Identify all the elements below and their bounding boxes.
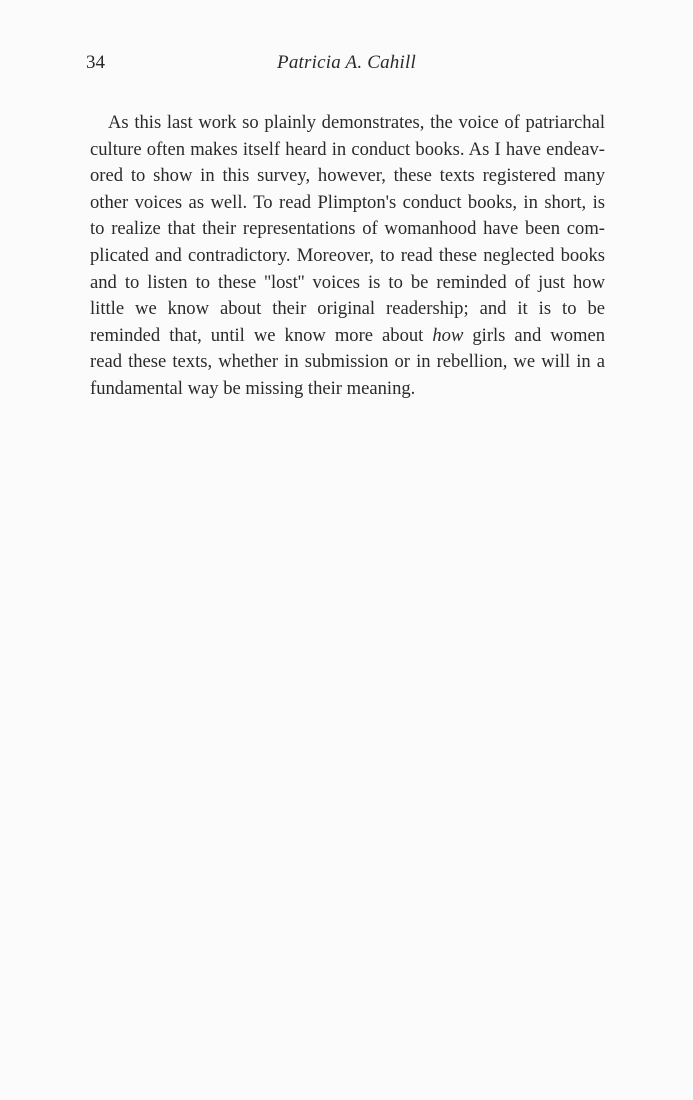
paragraph-line: other voices as well. To read Plimpton's conduct books, in short, is	[90, 191, 605, 213]
emphasized-word: how	[432, 324, 464, 346]
paragraph-line: plicated and contradictory. Moreover, to read these neglected books	[90, 244, 605, 266]
line-text: girls and women	[463, 324, 605, 346]
paragraph-line: little we know about their original readership; and it is to be	[90, 298, 605, 320]
paragraph-line: As this last work so plainly demonstrates, the voice of patriarchal	[108, 112, 605, 133]
page-number: 34	[86, 52, 105, 73]
body-paragraph	[90, 110, 605, 403]
paragraph-line: culture often makes itself heard in conduct books. As I have endeav-	[90, 138, 605, 160]
paragraph-line: ored to show in this survey, however, these texts registered many	[90, 165, 605, 187]
paragraph-line: fundamental way be missing their meaning.	[90, 377, 416, 399]
paragraph-line: read these texts, whether in submission or in rebellion, we will in a	[90, 351, 605, 373]
paragraph-line	[90, 323, 605, 350]
paragraph-line: and to listen to these ''lost'' voices is to be reminded of just how	[90, 271, 605, 293]
line-text: reminded that, until we know more about	[90, 324, 433, 346]
running-head-author: Patricia A. Cahill	[277, 52, 416, 73]
paragraph-line: to realize that their representations of womanhood have been com-	[90, 218, 605, 240]
